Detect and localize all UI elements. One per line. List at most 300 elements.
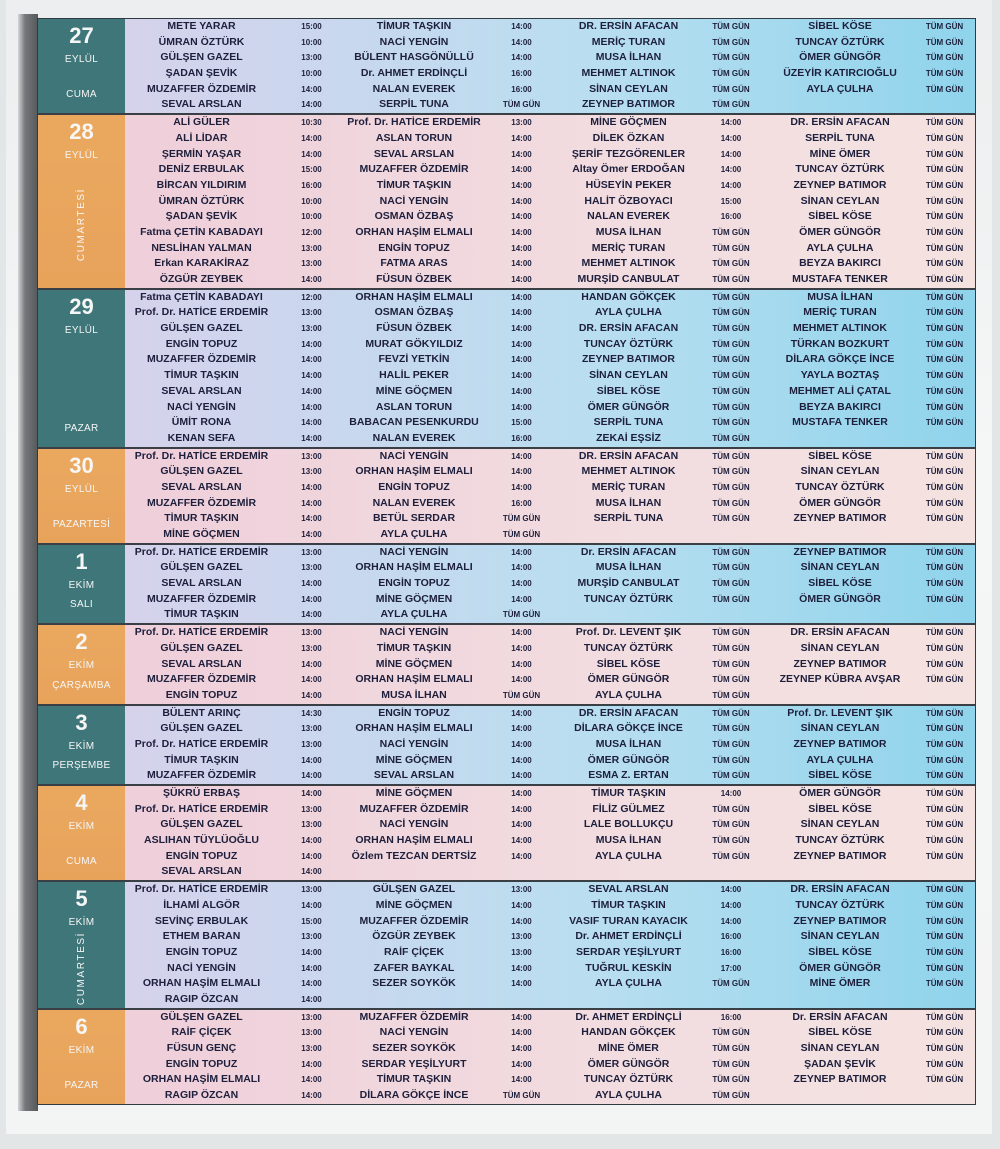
- schedule-row: [125, 786, 975, 802]
- time-cell: 14:00: [301, 530, 322, 539]
- person-name-cell: ÖMER GÜNGÖR: [587, 400, 670, 413]
- person-name-cell: DR. ERSİN AFACAN: [790, 626, 890, 639]
- time-cell: TÜM GÜN: [712, 275, 750, 284]
- date-day-number: 1: [75, 548, 88, 574]
- time-cell: 14:00: [301, 851, 322, 861]
- person-name-cell: MUZAFFER ÖZDEMİR: [359, 1010, 469, 1023]
- time-cell: TÜM GÜN: [502, 610, 541, 620]
- time-cell: 14:00: [301, 1075, 322, 1085]
- person-name-cell: AYLA ÇULHA: [595, 849, 662, 862]
- time-cell: 14:00: [511, 724, 532, 734]
- time-cell: 14:00: [511, 53, 532, 63]
- time-cell: 15:00: [720, 196, 742, 206]
- person-name-cell: NACİ YENGİN: [379, 35, 449, 48]
- time-cell: 12:00: [301, 227, 322, 237]
- person-name-cell: SİBEL KÖSE: [808, 210, 872, 223]
- time-cell: 15:00: [301, 22, 322, 31]
- date-month: EKİM: [68, 1044, 95, 1056]
- person-name-cell: DR. ERSİN AFACAN: [578, 706, 679, 719]
- person-name-cell: AYLA ÇULHA: [595, 688, 662, 701]
- time-cell: TÜM GÜN: [925, 1012, 964, 1022]
- time-cell: 13:00: [301, 804, 322, 814]
- person-name-cell: Fatma ÇETİN KABADAYI: [140, 225, 263, 238]
- time-cell: TÜM GÜN: [925, 579, 964, 589]
- person-name-cell: Prof. Dr. HATİCE ERDEMİR: [347, 116, 481, 129]
- person-name-cell: HALİT ÖZBOYACI: [584, 194, 673, 207]
- schedule-row: [125, 898, 975, 914]
- person-name-cell: ŞÜKRÜ ERBAŞ: [162, 787, 240, 799]
- person-name-cell: DR. ERSİN AFACAN: [578, 20, 679, 32]
- person-name-cell: ZAFER BAYKAL: [373, 961, 455, 974]
- time-cell: TÜM GÜN: [925, 514, 964, 524]
- time-cell: 14:00: [511, 675, 532, 685]
- person-name-cell: RAGIP ÖZCAN: [164, 1089, 239, 1102]
- person-name-cell: SEZER SOYKÖK: [372, 977, 456, 990]
- time-cell: TÜM GÜN: [925, 851, 964, 861]
- date-day-number: 2: [75, 629, 88, 655]
- person-name-cell: MUSA İLHAN: [595, 496, 662, 509]
- time-cell: 14:00: [301, 1091, 322, 1101]
- time-cell: TÜM GÜN: [925, 355, 964, 365]
- person-name-cell: ORHAN HAŞİM ELMALI: [355, 465, 473, 478]
- date-day-number: 4: [75, 790, 88, 815]
- person-name-cell: ETHEM BARAN: [162, 930, 241, 943]
- time-cell: 14:00: [511, 836, 532, 846]
- person-name-cell: ENGİN TOPUZ: [165, 945, 238, 958]
- schedule-row: [125, 914, 975, 930]
- time-cell: 14:00: [511, 851, 532, 861]
- time-cell: TÜM GÜN: [925, 885, 964, 895]
- person-name-cell: MİNE ÖMER: [598, 1042, 659, 1054]
- time-cell: TÜM GÜN: [925, 308, 964, 318]
- date-month: EKİM: [68, 917, 95, 929]
- date-weekday: PERŞEMBE: [52, 760, 111, 771]
- person-name-cell: AYLA ÇULHA: [380, 608, 448, 621]
- time-cell: 14:00: [511, 755, 532, 765]
- person-name-cell: SEVAL ARSLAN: [373, 147, 455, 160]
- date-cell: [38, 625, 125, 703]
- empty-cell: [915, 688, 974, 704]
- day-rows: [125, 1010, 975, 1104]
- person-name-cell: SERDAR YEŞİLYURT: [361, 1057, 467, 1070]
- empty-cell: [915, 992, 974, 1008]
- time-cell: TÜM GÜN: [712, 100, 750, 110]
- empty-cell: [765, 527, 915, 543]
- schedule-row: [125, 66, 975, 82]
- time-cell: TÜM GÜN: [925, 196, 964, 206]
- empty-cell: [915, 431, 974, 447]
- person-name-cell: ZEYNEP KÜBRA AVŞAR: [779, 673, 901, 686]
- empty-cell: [560, 527, 697, 543]
- time-cell: TÜM GÜN: [925, 708, 964, 718]
- schedule-row: [125, 384, 975, 400]
- person-name-cell: NACİ YENGİN: [379, 545, 449, 558]
- time-cell: 14:00: [301, 1059, 322, 1069]
- time-cell: TÜM GÜN: [925, 84, 964, 94]
- time-cell: TÜM GÜN: [712, 836, 750, 846]
- time-cell: 14:00: [301, 402, 322, 412]
- person-name-cell: FİLİZ GÜLMEZ: [592, 802, 665, 815]
- person-name-cell: ÜMRAN ÖZTÜRK: [158, 194, 245, 207]
- time-cell: 13:00: [511, 118, 532, 128]
- date-month: EKİM: [68, 660, 95, 672]
- person-name-cell: ŞERİF TEZGÖRENLER: [571, 147, 686, 160]
- person-name-cell: HALİL PEKER: [379, 369, 449, 382]
- person-name-cell: AYLA ÇULHA: [806, 753, 874, 766]
- time-cell: TÜM GÜN: [925, 339, 964, 349]
- person-name-cell: ZEYNEP BATIMOR: [793, 657, 887, 670]
- empty-cell: [765, 864, 915, 880]
- person-name-cell: ZEYNEP BATIMOR: [793, 178, 887, 191]
- time-cell: 14:00: [301, 979, 322, 989]
- person-name-cell: SİBEL KÖSE: [596, 657, 661, 670]
- time-cell: TÜM GÜN: [712, 628, 750, 638]
- time-cell: 14:00: [511, 771, 532, 781]
- person-name-cell: Prof. Dr. LEVENT ŞIK: [787, 706, 893, 719]
- person-name-cell: TUNCAY ÖZTÜRK: [583, 592, 674, 605]
- time-cell: TÜM GÜN: [925, 771, 964, 781]
- time-cell: 14:00: [720, 885, 742, 895]
- person-name-cell: ALİ GÜLER: [173, 116, 230, 129]
- time-cell: TÜM GÜN: [712, 771, 750, 781]
- person-name-cell: GÜLŞEN GAZEL: [160, 641, 243, 654]
- schedule-row: [125, 768, 975, 784]
- person-name-cell: ŞADAN ŞEVİK: [165, 67, 238, 80]
- time-cell: TÜM GÜN: [712, 579, 750, 589]
- day-rows: [125, 290, 975, 447]
- time-cell: 14:00: [720, 118, 742, 128]
- person-name-cell: TİMUR TAŞKIN: [164, 369, 239, 382]
- time-cell: TÜM GÜN: [712, 594, 750, 604]
- time-cell: 14:30: [301, 708, 322, 718]
- time-cell: 14:00: [511, 643, 532, 653]
- person-name-cell: Prof. Dr. HATİCE ERDEMİR: [134, 449, 269, 462]
- schedule-row: [125, 992, 975, 1008]
- person-name-cell: ORHAN HAŞİM ELMALI: [355, 673, 473, 686]
- time-cell: 10:00: [301, 69, 322, 79]
- time-cell: 14:00: [511, 451, 532, 461]
- person-name-cell: SİBEL KÖSE: [808, 769, 872, 782]
- person-name-cell: SERDAR YEŞİLYURT: [575, 945, 682, 958]
- time-cell: TÜM GÜN: [925, 755, 964, 765]
- time-cell: 14:00: [301, 594, 322, 604]
- person-name-cell: AYLA ÇULHA: [595, 306, 662, 319]
- time-cell: TÜM GÜN: [712, 37, 750, 47]
- person-name-cell: MURAT GÖKYILDIZ: [365, 337, 463, 350]
- time-cell: TÜM GÜN: [712, 1075, 750, 1085]
- time-cell: TÜM GÜN: [925, 371, 964, 381]
- time-cell: TÜM GÜN: [925, 628, 964, 638]
- person-name-cell: TUNCAY ÖZTÜRK: [795, 834, 885, 847]
- date-cell: [38, 19, 125, 113]
- person-name-cell: DİLARA GÖKÇE İNCE: [785, 353, 895, 366]
- person-name-cell: MEHMET ALTINOK: [581, 67, 676, 80]
- person-name-cell: SİBEL KÖSE: [808, 1026, 872, 1039]
- time-cell: TÜM GÜN: [925, 292, 964, 302]
- person-name-cell: ŞERMİN YAŞAR: [161, 147, 242, 160]
- time-cell: 13:00: [301, 53, 322, 63]
- time-cell: TÜM GÜN: [712, 708, 750, 718]
- time-cell: TÜM GÜN: [925, 37, 964, 47]
- schedule-row: [125, 400, 975, 416]
- schedule-row: [125, 290, 975, 306]
- time-cell: TÜM GÜN: [712, 84, 750, 94]
- time-cell: 15:00: [301, 165, 322, 175]
- time-cell: TÜM GÜN: [712, 355, 750, 365]
- date-weekday: CUMA: [66, 856, 97, 868]
- time-cell: TÜM GÜN: [925, 402, 964, 412]
- time-cell: TÜM GÜN: [712, 308, 750, 318]
- time-cell: 14:00: [301, 498, 322, 508]
- person-name-cell: SİNAN CEYLAN: [800, 641, 880, 654]
- time-cell: 13:00: [301, 628, 322, 638]
- person-name-cell: SEVİNÇ ERBULAK: [154, 914, 249, 927]
- person-name-cell: ÖMER GÜNGÖR: [587, 753, 670, 766]
- time-cell: TÜM GÜN: [925, 804, 964, 814]
- time-cell: TÜM GÜN: [925, 69, 964, 79]
- time-cell: 13:00: [511, 932, 532, 942]
- day-block: [38, 1008, 975, 1104]
- time-cell: 14:00: [511, 308, 532, 318]
- schedule-row: [125, 449, 975, 465]
- schedule-row: [125, 305, 975, 321]
- time-cell: 14:00: [301, 771, 322, 781]
- time-cell: 14:00: [511, 1044, 532, 1053]
- person-name-cell: TÜRKAN BOZKURT: [790, 337, 890, 350]
- empty-cell: [765, 992, 915, 1008]
- time-cell: TÜM GÜN: [925, 1028, 964, 1038]
- person-name-cell: ASLIHAN TÜYLÜOĞLU: [144, 834, 259, 847]
- date-cell: [38, 290, 125, 447]
- schedule-row: [125, 97, 975, 113]
- empty-cell: [765, 1088, 915, 1104]
- time-cell: TÜM GÜN: [712, 1044, 750, 1053]
- time-cell: 14:00: [511, 22, 532, 31]
- time-cell: TÜM GÜN: [925, 418, 964, 428]
- time-cell: TÜM GÜN: [712, 1028, 750, 1038]
- time-cell: 14:00: [511, 275, 532, 284]
- empty-cell: [765, 431, 915, 447]
- date-day-number: 29: [69, 293, 94, 319]
- person-name-cell: ORHAN HAŞİM ELMALI: [142, 1073, 261, 1086]
- date-cell: [38, 115, 125, 288]
- time-cell: TÜM GÜN: [712, 69, 750, 79]
- person-name-cell: ÖMER GÜNGÖR: [799, 225, 881, 238]
- time-cell: 13:00: [301, 259, 322, 269]
- schedule-row: [125, 688, 975, 704]
- person-name-cell: ÜMİT RONA: [171, 416, 232, 429]
- person-name-cell: ÖMER GÜNGÖR: [799, 592, 881, 605]
- time-cell: 14:00: [511, 659, 532, 669]
- time-cell: 10:00: [301, 196, 322, 206]
- schedule-row: [125, 480, 975, 496]
- schedule-row: [125, 657, 975, 673]
- time-cell: 14:00: [511, 243, 532, 253]
- page-edge-shadow: [18, 14, 38, 1111]
- person-name-cell: GÜLŞEN GAZEL: [160, 465, 243, 478]
- person-name-cell: MEHMET ALTINOK: [793, 322, 887, 335]
- person-name-cell: MUZAFFER ÖZDEMİR: [146, 496, 257, 509]
- time-cell: 13:00: [301, 451, 322, 461]
- time-cell: TÜM GÜN: [925, 916, 964, 926]
- person-name-cell: DİLARA GÖKÇE İNCE: [359, 1089, 469, 1102]
- date-weekday: PAZAR: [64, 422, 99, 434]
- time-cell: TÜM GÜN: [925, 324, 964, 334]
- empty-cell: [765, 607, 915, 623]
- person-name-cell: RAİF ÇİÇEK: [383, 945, 445, 958]
- schedule-row: [125, 431, 975, 447]
- person-name-cell: ÖMER GÜNGÖR: [799, 51, 881, 64]
- date-cell: [38, 1010, 125, 1104]
- person-name-cell: MUZAFFER ÖZDEMİR: [146, 769, 257, 782]
- person-name-cell: NALAN EVEREK: [372, 82, 456, 95]
- time-cell: TÜM GÜN: [712, 451, 750, 461]
- day-block: [38, 113, 975, 288]
- person-name-cell: SİNAN CEYLAN: [589, 82, 668, 95]
- person-name-cell: DR. ERSİN AFACAN: [578, 322, 679, 335]
- time-cell: TÜM GÜN: [925, 547, 964, 557]
- time-cell: 13:00: [301, 724, 322, 734]
- person-name-cell: ORHAN HAŞİM ELMALI: [355, 225, 473, 238]
- time-cell: TÜM GÜN: [925, 498, 964, 508]
- schedule-row: [125, 1072, 975, 1088]
- person-name-cell: MUSA İLHAN: [595, 834, 662, 847]
- person-name-cell: ÖMER GÜNGÖR: [587, 1057, 670, 1070]
- time-cell: 14:00: [511, 212, 532, 222]
- person-name-cell: SİNAN CEYLAN: [800, 722, 880, 735]
- person-name-cell: GÜLŞEN GAZEL: [160, 51, 243, 64]
- person-name-cell: SİNAN CEYLAN: [800, 465, 880, 478]
- time-cell: 14:00: [301, 994, 322, 1004]
- person-name-cell: İLHAMİ ALGÖR: [163, 898, 240, 911]
- time-cell: TÜM GÜN: [925, 22, 964, 31]
- date-day-number: 27: [69, 23, 94, 48]
- empty-cell: [560, 607, 697, 623]
- time-cell: TÜM GÜN: [712, 292, 750, 302]
- time-cell: TÜM GÜN: [712, 482, 750, 492]
- day-block: [38, 447, 975, 543]
- schedule-table: [37, 18, 976, 1105]
- person-name-cell: AYLA ÇULHA: [806, 82, 874, 95]
- person-name-cell: RAGIP ÖZCAN: [164, 992, 239, 1005]
- person-name-cell: TUNCAY ÖZTÜRK: [795, 163, 885, 176]
- person-name-cell: Dr. AHMET ERDİNÇLİ: [575, 930, 682, 943]
- person-name-cell: MİNE ÖMER: [809, 977, 871, 990]
- time-cell: TÜM GÜN: [925, 979, 964, 989]
- date-weekday: ÇARŞAMBA: [52, 679, 111, 691]
- person-name-cell: TİMUR TAŞKIN: [376, 178, 452, 191]
- schedule-row: [125, 849, 975, 865]
- person-name-cell: FEVZİ YETKİN: [378, 353, 450, 366]
- person-name-cell: FÜSUN ÖZBEK: [376, 273, 452, 285]
- person-name-cell: MUSA İLHAN: [595, 51, 662, 64]
- schedule-row: [125, 961, 975, 977]
- schedule-row: [125, 527, 975, 543]
- date-month: EKİM: [68, 579, 95, 591]
- schedule-row: [125, 641, 975, 657]
- time-cell: TÜM GÜN: [502, 530, 541, 539]
- time-cell: 13:00: [301, 820, 322, 830]
- time-cell: 14:00: [301, 836, 322, 846]
- person-name-cell: MEHMET ALTINOK: [581, 465, 676, 478]
- time-cell: TÜM GÜN: [712, 227, 750, 237]
- time-cell: 13:00: [301, 467, 322, 477]
- time-cell: TÜM GÜN: [712, 979, 750, 989]
- date-cell: [38, 449, 125, 543]
- person-name-cell: KENAN SEFA: [167, 431, 236, 444]
- person-name-cell: ÖZGÜR ZEYBEK: [159, 273, 244, 285]
- person-name-cell: TİMUR TAŞKIN: [164, 512, 239, 525]
- schedule-row: [125, 115, 975, 131]
- day-rows: [125, 882, 975, 1008]
- time-cell: 14:00: [511, 482, 532, 492]
- person-name-cell: ASLAN TORUN: [375, 131, 453, 144]
- time-cell: 17:00: [720, 963, 742, 973]
- time-cell: TÜM GÜN: [925, 149, 964, 159]
- person-name-cell: NACİ YENGİN: [379, 194, 449, 207]
- time-cell: 13:00: [301, 932, 322, 942]
- time-cell: 14:00: [511, 547, 532, 557]
- time-cell: 14:00: [511, 1075, 532, 1085]
- empty-cell: [915, 864, 974, 880]
- date-month: EKİM: [68, 740, 95, 752]
- date-cell: [38, 706, 125, 784]
- time-cell: TÜM GÜN: [712, 418, 750, 428]
- person-name-cell: SEVAL ARSLAN: [161, 865, 242, 878]
- time-cell: 10:30: [301, 118, 322, 128]
- time-cell: 14:00: [511, 259, 532, 269]
- time-cell: TÜM GÜN: [712, 1059, 750, 1069]
- time-cell: TÜM GÜN: [712, 467, 750, 477]
- person-name-cell: HANDAN GÖKÇEK: [581, 290, 676, 303]
- time-cell: 14:00: [511, 1012, 532, 1022]
- person-name-cell: MUZAFFER ÖZDEMİR: [359, 163, 469, 176]
- empty-cell: [697, 607, 765, 623]
- person-name-cell: ÖMER GÜNGÖR: [799, 787, 881, 799]
- time-cell: 14:00: [511, 467, 532, 477]
- time-cell: 14:00: [301, 755, 322, 765]
- time-cell: 14:00: [511, 227, 532, 237]
- person-name-cell: ÖMER GÜNGÖR: [799, 961, 881, 974]
- time-cell: 14:00: [720, 916, 742, 926]
- schedule-row: [125, 560, 975, 576]
- time-cell: 14:00: [511, 789, 532, 798]
- day-block: [38, 784, 975, 880]
- time-cell: TÜM GÜN: [712, 22, 750, 31]
- person-name-cell: TİMUR TAŞKIN: [164, 608, 239, 621]
- person-name-cell: Prof. Dr. LEVENT ŞIK: [575, 626, 682, 639]
- time-cell: 14:00: [511, 133, 532, 143]
- person-name-cell: MUSA İLHAN: [595, 225, 662, 238]
- person-name-cell: NACİ YENGİN: [379, 737, 449, 750]
- schedule-row: [125, 607, 975, 623]
- person-name-cell: MİNE GÖÇMEN: [163, 528, 240, 540]
- time-cell: TÜM GÜN: [925, 53, 964, 63]
- day-block: [38, 288, 975, 447]
- time-cell: TÜM GÜN: [925, 275, 964, 284]
- schedule-row: [125, 817, 975, 833]
- person-name-cell: SERPİL TUNA: [593, 512, 664, 525]
- person-name-cell: HANDAN GÖKÇEK: [581, 1026, 676, 1039]
- person-name-cell: TİMUR TAŞKIN: [591, 787, 666, 799]
- time-cell: TÜM GÜN: [925, 467, 964, 477]
- time-cell: TÜM GÜN: [925, 1044, 964, 1053]
- date-day-number: 28: [69, 119, 94, 145]
- time-cell: TÜM GÜN: [925, 118, 964, 128]
- person-name-cell: SEVAL ARSLAN: [161, 384, 242, 397]
- person-name-cell: ORHAN HAŞİM ELMALI: [355, 290, 473, 303]
- time-cell: 14:00: [511, 563, 532, 573]
